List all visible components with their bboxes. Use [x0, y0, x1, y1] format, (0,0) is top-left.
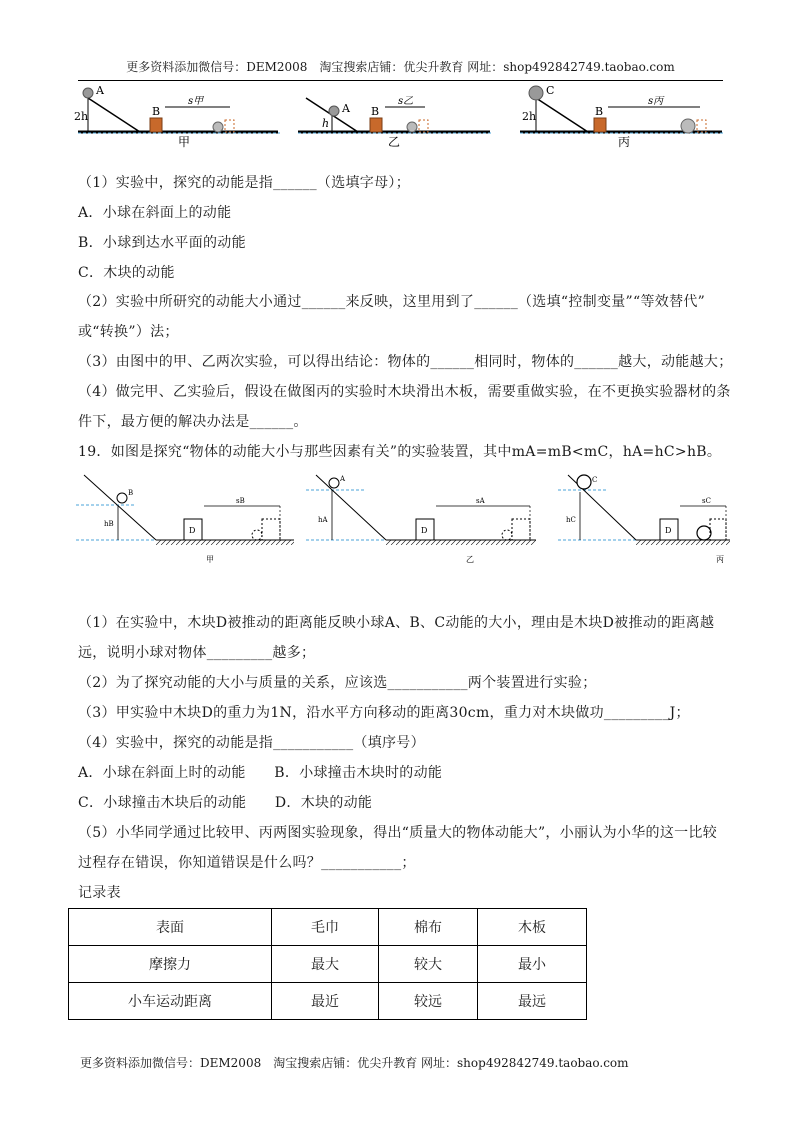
- q18-panel-jia: [74, 84, 280, 149]
- q19-part1-line2: 远，说明小球对物体_________越多；: [78, 645, 316, 661]
- q19-block-label: D: [189, 526, 196, 535]
- q18-block-label: B: [595, 105, 604, 118]
- q19-caption: 乙: [466, 555, 474, 564]
- q18-caption: 乙: [388, 135, 401, 149]
- q18-option-c: C．木块的动能: [78, 265, 175, 281]
- record-table: [68, 908, 587, 1020]
- q18-part4-line1: （4）做完甲、乙实验后，假设在做图丙的实验时木块滑出木板，需要重做实验，在不更换实验器材的条: [78, 384, 731, 400]
- q18-block-label: B: [152, 105, 161, 118]
- table-cell: 毛巾: [272, 909, 379, 946]
- q18-dist-label: s甲: [188, 96, 204, 107]
- q19-intro: 19．如图是探究“物体的动能大小与那些因素有关”的实验装置，其中mA=mB<mC，hA=hC>hB。: [78, 444, 722, 460]
- q18-panel-bing: [520, 84, 724, 149]
- q18-dist-label: s乙: [398, 96, 414, 107]
- q18-part1: （1）实验中，探究的动能是指______（选填字母）；: [78, 175, 411, 191]
- q18-ball-label: A: [342, 102, 350, 115]
- table-cell: 木板: [478, 909, 587, 946]
- q18-caption: 甲: [178, 135, 191, 149]
- q18-figure: [70, 80, 730, 150]
- block-icon: [150, 118, 162, 132]
- q19-block-label: D: [421, 526, 428, 535]
- q19-dist-label: sB: [236, 497, 245, 505]
- q19-options-cd: C．小球撞击木块后的动能 D．木块的动能: [78, 795, 373, 811]
- q19-ball-label: B: [128, 489, 134, 497]
- q19-options-ab: A．小球在斜面上时的动能 B．小球撞击木块时的动能: [78, 765, 443, 781]
- q18-option-b: B．小球到达水平面的动能: [78, 235, 246, 251]
- ball-icon: [117, 493, 127, 503]
- block-icon: [370, 118, 382, 132]
- ball-icon: [577, 475, 591, 489]
- table-cell: 最近: [272, 983, 379, 1020]
- ball-icon: [83, 88, 93, 98]
- q19-panel-yi: [306, 475, 536, 564]
- q18-part3: （3）由图中的甲、乙两次实验，可以得出结论：物体的______相同时，物体的______越大，动能越大；: [78, 354, 733, 370]
- q19-height-label: hC: [566, 516, 576, 524]
- q19-part1-line1: （1）在实验中，木块D被推动的距离能反映小球A、B、C动能的大小，理由是木块D被推动的距离越: [78, 615, 715, 631]
- table-cell: 最远: [478, 983, 587, 1020]
- table-cell: 最小: [478, 946, 587, 983]
- q19-caption: 甲: [206, 555, 214, 564]
- table-row: [69, 983, 587, 1020]
- q19-figure: [76, 470, 730, 570]
- q19-block-label: D: [665, 526, 672, 535]
- block-icon: [594, 118, 606, 132]
- q18-panel-yi: [298, 96, 492, 149]
- table-row: [69, 946, 587, 983]
- table-cell: 棉布: [379, 909, 478, 946]
- q18-dist-label: s丙: [648, 96, 664, 107]
- q18-ball-label: C: [546, 84, 555, 97]
- q19-caption: 丙: [716, 555, 724, 564]
- table-row: [69, 909, 587, 946]
- q19-part2: （2）为了探究动能的大小与质量的关系，应该选___________两个装置进行实验；: [78, 675, 597, 691]
- q19-ball-label: C: [592, 476, 598, 484]
- table-cell: 较远: [379, 983, 478, 1020]
- q19-part4: （4）实验中，探究的动能是指___________（填序号）: [78, 735, 425, 751]
- q19-part5-line2: 过程存在错误，你知道错误是什么吗？___________；: [78, 855, 416, 871]
- q19-dist-label: sC: [702, 497, 711, 505]
- q19-part5-line1: （5）小华同学通过比较甲、丙两图实验现象，得出“质量大的物体动能大”，小丽认为小华的这一比较: [78, 825, 718, 841]
- table-cell: 小车运动距离: [69, 983, 272, 1020]
- ball-icon: [529, 86, 543, 100]
- q19-ball-label: A: [340, 475, 346, 483]
- q18-part4-line2: 件下，最方便的解决办法是______。: [78, 414, 308, 430]
- ball-icon: [329, 106, 339, 116]
- q18-caption: 丙: [618, 135, 631, 149]
- q18-option-a: A．小球在斜面上的动能: [78, 205, 232, 221]
- table-cell: 最大: [272, 946, 379, 983]
- q19-part3: （3）甲实验中木块D的重力为1N，沿水平方向移动的距离30cm，重力对木块做功_________J；: [78, 705, 690, 721]
- q18-part2-line2: 或“转换”）法；: [78, 324, 179, 340]
- q19-height-label: hB: [104, 520, 114, 528]
- q18-part2-line1: （2）实验中所研究的动能大小通过______来反映，这里用到了______（选填“控制变量”“等效替代”: [78, 294, 706, 310]
- q18-height-label: 2h: [522, 110, 537, 123]
- q19-dist-label: sA: [476, 497, 485, 505]
- q19-panel-jia: [76, 475, 294, 564]
- table-cell: 较大: [379, 946, 478, 983]
- ball-icon: [329, 478, 339, 488]
- q19-height-label: hA: [318, 516, 328, 524]
- q18-height-label: h: [322, 117, 330, 130]
- q18-ball-label: A: [96, 84, 104, 97]
- page-footer: 更多资料添加微信号：DEM2008 淘宝搜索店铺：优尖升教育 网址：shop492842749.taobao.com: [80, 1056, 629, 1070]
- table-cell: 摩擦力: [69, 946, 272, 983]
- table-cell: 表面: [69, 909, 272, 946]
- page-header: 更多资料添加微信号：DEM2008 淘宝搜索店铺：优尖升教育 网址：shop492842749.taobao.com: [78, 58, 723, 81]
- record-table-title: 记录表: [78, 885, 121, 901]
- q18-block-label: B: [371, 105, 380, 118]
- q18-height-label: 2h: [74, 110, 89, 123]
- q19-panel-bing: [558, 475, 730, 564]
